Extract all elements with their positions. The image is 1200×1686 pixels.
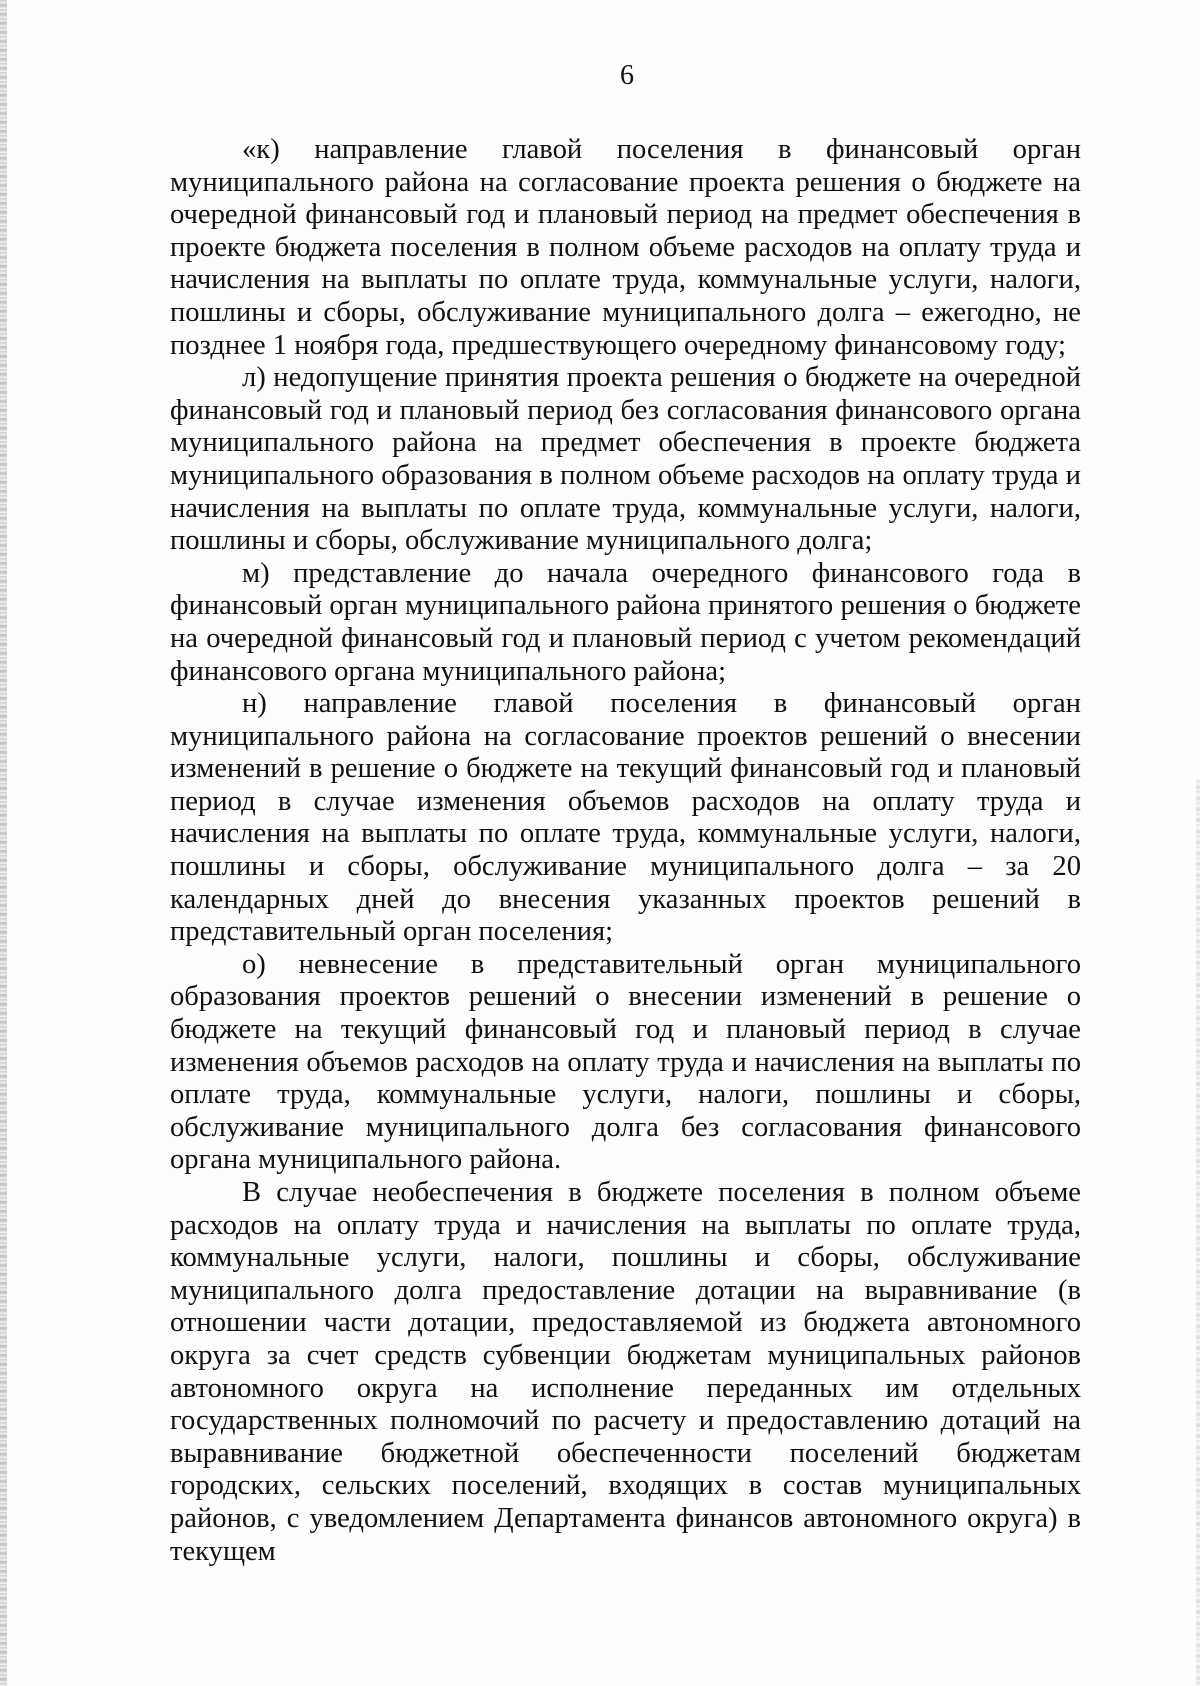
scan-edge-right bbox=[1196, 780, 1200, 1686]
paragraph-m: м) представление до начала очередного финансового года в финансовый орган муниципального района принятого решения о бюджете на очередной финансовый год и плановый период с учетом рекомендаций финансового органа муниципального района; bbox=[170, 557, 1081, 687]
paragraph-l: л) недопущение принятия проекта решения о бюджете на очередной финансовый год и плановый период без согласования финансового органа муниципального района на предмет обеспечения в проекте бюджета муниципального образования в полном объеме расходов на оплату труда и начисления на выплаты по оплате труда, коммунальные услуги, налоги, пошлины и сборы, обслуживание муниципального долга; bbox=[170, 362, 1081, 557]
document-body bbox=[170, 134, 1081, 1568]
paragraph-k: «к) направление главой поселения в финансовый орган муниципального района на согласование проекта решения о бюджете на очередной финансовый год и плановый период на предмет обеспечения в проекте бюджета поселения в полном объеме расходов на оплату труда и начисления на выплаты по оплате труда, коммунальные услуги, налоги, пошлины и сборы, обслуживание муниципального долга – ежегодно, не позднее 1 ноября года, предшествующего очередному финансовому году; bbox=[170, 134, 1081, 361]
paragraph-conclusion: В случае необеспечения в бюджете поселения в полном объеме расходов на оплату труда и начисления на выплаты по оплате труда, коммунальные услуги, налоги, пошлины и сборы, обслуживание муниципального долга предоставление дотации на выравнивание (в отношении части дотации, предоставляемой из бюджета автономного округа за счет средств субвенции бюджетам муниципальных районов автономного округа на исполнение переданных им отдельных государственных полномочий по расчету и предоставлению дотаций на выравнивание бюджетной обеспеченности поселений бюджетам городских, сельских поселений, входящих в состав муниципальных районов, с уведомлением Департамента финансов автономного округа) в текущем bbox=[170, 1177, 1081, 1567]
page-number: 6 bbox=[620, 60, 634, 91]
paragraph-n: н) направление главой поселения в финансовый орган муниципального района на согласование проектов решений о внесении изменений в решение о бюджете на текущий финансовый год и плановый период в случае изменения объемов расходов на оплату труда и начисления на выплаты по оплате труда, коммунальные услуги, налоги, пошлины и сборы, обслуживание муниципального долга – за 20 календарных дней до внесения указанных проектов решений в представительный орган поселения; bbox=[170, 688, 1081, 948]
scan-edge-left bbox=[0, 0, 7, 1686]
paragraph-o: о) невнесение в представительный орган муниципального образования проектов решений о внесении изменений в решение о бюджете на текущий финансовый год и плановый период в случае изменения объемов расходов на оплату труда и начисления на выплаты по оплате труда, коммунальные услуги, налоги, пошлины и сборы, обслуживание муниципального долга без согласования финансового органа муниципального района. bbox=[170, 948, 1081, 1176]
